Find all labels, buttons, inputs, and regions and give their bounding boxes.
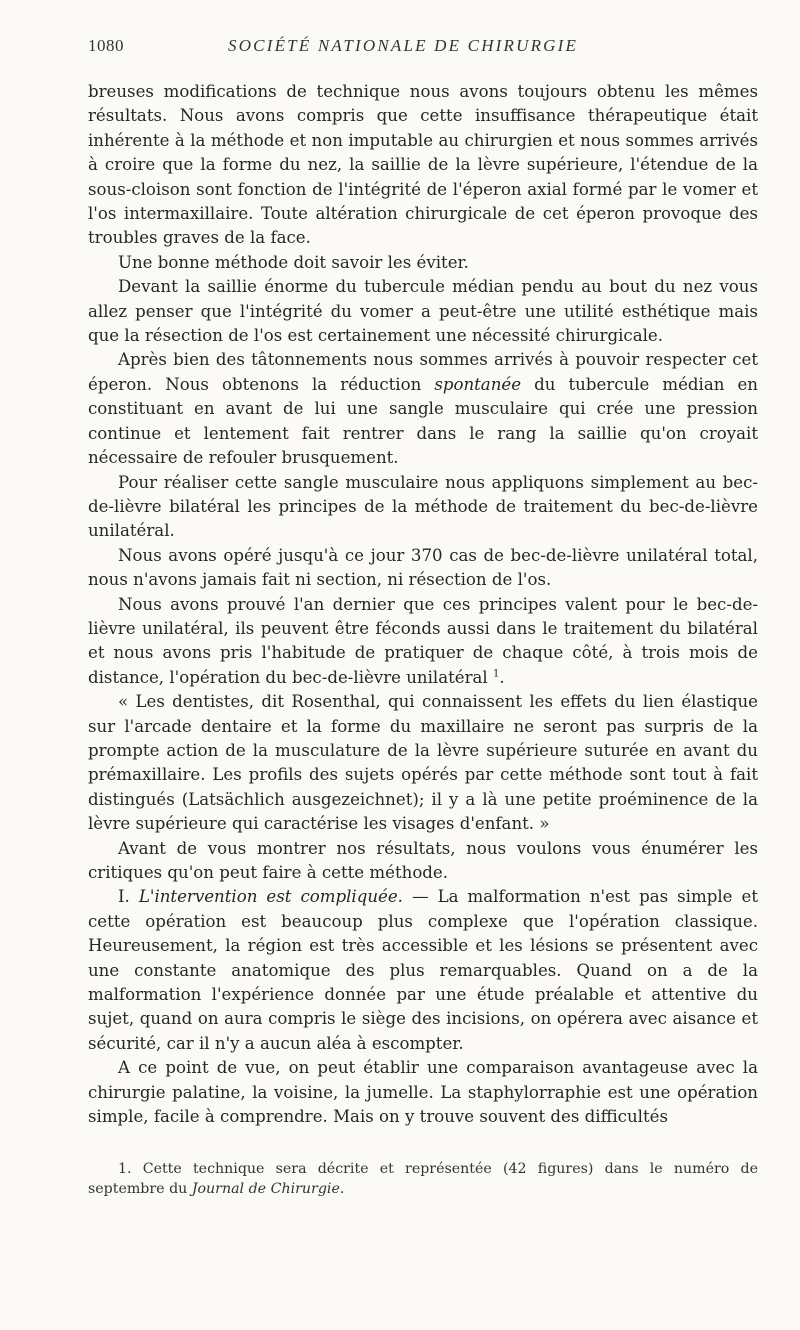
paragraph-text: Une bonne méthode doit savoir les éviter.: [118, 252, 469, 272]
running-title: SOCIÉTÉ NATIONALE DE CHIRURGIE: [228, 36, 579, 55]
paragraph-text: I.: [118, 887, 139, 907]
paragraph: [88, 251, 758, 275]
paragraph-text: Nous avons prouvé l'an dernier que ces principes valent pour le bec-de-lièvre unilatéral, ils peuvent être féconds aussi dans le traitement du bilatéral et nous avons pris l'habitude de pratiquer de chaque côté, à trois mois de distance, l'opération du bec-de-lièvre unilatéral: [88, 594, 758, 687]
footnote: [88, 1159, 758, 1199]
paragraph: [88, 544, 758, 593]
footnote-number: 1.: [118, 1161, 132, 1178]
footnote-text: Cette technique sera décrite et représentée (42 figures) dans le numéro de septembre du: [88, 1161, 758, 1198]
paragraph-text: du tubercule médian en constituant en avant de lui une sangle musculaire qui crée une pression continue et lentement fait rentrer dans le rang la saillie qu'on croyait nécessaire de refouler brusquement.: [88, 374, 758, 468]
paragraph: [88, 593, 758, 691]
paragraph-text: Après bien des tâtonnements nous sommes arrivés à pouvoir respecter cet éperon. Nous obtenons la réduction: [88, 350, 758, 394]
footnote-marker: 1: [493, 668, 500, 680]
paragraph-text: Devant la saillie énorme du tubercule médian pendu au bout du nez vous allez penser que l'intégrité du vomer a peut-être une utilité esthétique mais que la résection de l'os est certainement une nécessité chirurgicale.: [88, 277, 758, 346]
paragraph-text: — La malformation n'est pas simple et cette opération est beaucoup plus complexe que l'opération classique. Heureusement, la région est très accessible et les lésions se présentent avec une constante anatomique des plus remarquables. Quand on a de la malformation l'expérience donnée par une étude préalable et attentive du sujet, quand on aura compris le siège des incisions, on opérera avec aisance et sécurité, car il n'y a aucun aléa à escompter.: [88, 887, 758, 1053]
paragraph: [88, 275, 758, 348]
quotation-paragraph: [88, 690, 758, 836]
paragraph-text: Nous avons opéré jusqu'à ce jour 370 cas de bec-de-lièvre unilatéral total, nous n'avons jamais fait ni section, ni résection de l'os.: [88, 545, 758, 590]
paragraph: [88, 348, 758, 470]
paragraph-text: « Les dentistes, dit Rosenthal, qui connaissent les effets du lien élastique sur l'arcade dentaire et la forme du maxillaire ne seront pas surpris de la prompte action de la musculature de la lèvre supérieure suturée en avant du prémaxillaire. Les profils des sujets opérés par cette méthode sont tout à fait distingués (Latsächlich ausgezeichnet); il y a là une petite proéminence de la lèvre supérieure qui caractérise les visages d'enfant. »: [88, 692, 758, 834]
paragraph: [88, 471, 758, 544]
paragraph-text: breuses modifications de technique nous avons toujours obtenu les mêmes résultats. Nous avons compris que cette insuffisance thérapeutique était inhérente à la méthode et non imputable au chirurgien et nous sommes arrivés à croire que la forme du nez, la saillie de la lèvre supérieure, l'étendue de la sous-cloison sont fonction de l'intégrité de l'éperon axial formé par le vomer et l'os intermaxillaire. Toute altération chirurgicale de cet éperon provoque des troubles graves de la face.: [88, 82, 758, 248]
footnote-text: .: [339, 1181, 345, 1198]
paragraph-text: .: [499, 667, 505, 687]
paragraph: [88, 837, 758, 886]
italic-term: spontanée: [434, 374, 522, 394]
paragraph-text: Avant de vous montrer nos résultats, nous voulons vous énumérer les critiques qu'on peut faire à cette méthode.: [88, 838, 758, 882]
paragraph-text: Pour réaliser cette sangle musculaire nous appliquons simplement au bec-de-lièvre bilatéral les principes de la méthode de traitement du bec-de-lièvre unilatéral.: [88, 472, 758, 541]
footnote-journal-title: Journal de Chirurgie: [191, 1181, 340, 1198]
paragraph: [88, 885, 758, 1056]
journal-page: [88, 34, 758, 1199]
italic-heading: L'intervention est compliquée.: [138, 887, 403, 907]
page-header: [88, 34, 758, 62]
paragraph-text: A ce point de vue, on peut établir une comparaison avantageuse avec la chirurgie palatine, la voisine, la jumelle. La staphylorraphie est une opération simple, facile à comprendre. Mais on y trouve souvent des difficultés: [88, 1058, 758, 1127]
body-text: [88, 80, 758, 1129]
paragraph: [88, 1056, 758, 1129]
page-number: 1080: [88, 36, 124, 55]
paragraph: [88, 80, 758, 251]
